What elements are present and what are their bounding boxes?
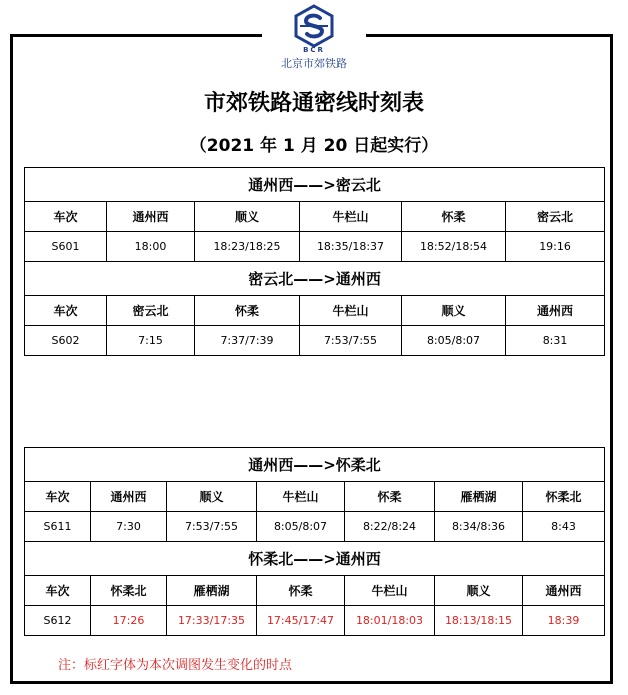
- time-cell: 18:23/18:25: [195, 232, 300, 262]
- column-header: 牛栏山: [300, 202, 402, 232]
- time-cell: 7:53/7:55: [167, 512, 257, 542]
- column-header: 怀柔: [402, 202, 506, 232]
- column-header: 牛栏山: [345, 576, 435, 606]
- time-cell: 18:52/18:54: [402, 232, 506, 262]
- train-number: S611: [25, 512, 91, 542]
- column-header: 顺义: [402, 296, 506, 326]
- column-header: 怀柔: [257, 576, 345, 606]
- column-header: 顺义: [435, 576, 523, 606]
- changed-time-cell: 18:01/18:03: [345, 606, 435, 636]
- time-cell: 7:15: [107, 326, 195, 356]
- time-cell: 8:05/8:07: [402, 326, 506, 356]
- column-header: 通州西: [107, 202, 195, 232]
- time-cell: 19:16: [506, 232, 605, 262]
- time-cell: 18:35/18:37: [300, 232, 402, 262]
- footnote: 注：标红字体为本次调图发生变化的时点: [58, 658, 293, 673]
- logo: [262, 4, 366, 76]
- time-cell: 7:53/7:55: [300, 326, 402, 356]
- time-cell: 18:00: [107, 232, 195, 262]
- time-cell: 8:22/8:24: [345, 512, 435, 542]
- time-cell: 7:37/7:39: [195, 326, 300, 356]
- direction-title: 密云北——>通州西: [25, 262, 605, 296]
- column-header: 车次: [25, 482, 91, 512]
- time-cell: 8:43: [523, 512, 605, 542]
- column-header: 通州西: [523, 576, 605, 606]
- column-header: 雁栖湖: [435, 482, 523, 512]
- changed-time-cell: 18:39: [523, 606, 605, 636]
- changed-time-cell: 17:45/17:47: [257, 606, 345, 636]
- column-header: 怀柔: [195, 296, 300, 326]
- column-header: 怀柔: [345, 482, 435, 512]
- column-header: 怀柔北: [523, 482, 605, 512]
- column-header: 雁栖湖: [167, 576, 257, 606]
- column-header: 顺义: [195, 202, 300, 232]
- column-header: 密云北: [107, 296, 195, 326]
- column-header: 车次: [25, 296, 107, 326]
- column-header: 车次: [25, 576, 91, 606]
- logo-abbreviation: BCR: [303, 46, 325, 54]
- timetable-huairou: [24, 447, 605, 636]
- timetable-miyun: [24, 167, 605, 356]
- time-cell: 8:05/8:07: [257, 512, 345, 542]
- time-cell: 8:31: [506, 326, 605, 356]
- column-header: 通州西: [91, 482, 167, 512]
- changed-time-cell: 17:33/17:35: [167, 606, 257, 636]
- column-header: 通州西: [506, 296, 605, 326]
- direction-title: 通州西——>怀柔北: [25, 448, 605, 482]
- page-subtitle: （2021 年 1 月 20 日起实行）: [189, 136, 439, 156]
- column-header: 车次: [25, 202, 107, 232]
- train-number: S601: [25, 232, 107, 262]
- column-header: 顺义: [167, 482, 257, 512]
- column-header: 密云北: [506, 202, 605, 232]
- logo-name: 北京市郊铁路: [281, 57, 347, 70]
- page-title: 市郊铁路通密线时刻表: [203, 91, 424, 116]
- direction-title: 通州西——>密云北: [25, 168, 605, 202]
- train-number: S602: [25, 326, 107, 356]
- column-header: 怀柔北: [91, 576, 167, 606]
- changed-time-cell: 18:13/18:15: [435, 606, 523, 636]
- direction-title: 怀柔北——>通州西: [25, 542, 605, 576]
- bcr-logo-icon: [292, 4, 336, 48]
- time-cell: 7:30: [91, 512, 167, 542]
- train-number: S612: [25, 606, 91, 636]
- changed-time-cell: 17:26: [91, 606, 167, 636]
- column-header: 牛栏山: [257, 482, 345, 512]
- time-cell: 8:34/8:36: [435, 512, 523, 542]
- column-header: 牛栏山: [300, 296, 402, 326]
